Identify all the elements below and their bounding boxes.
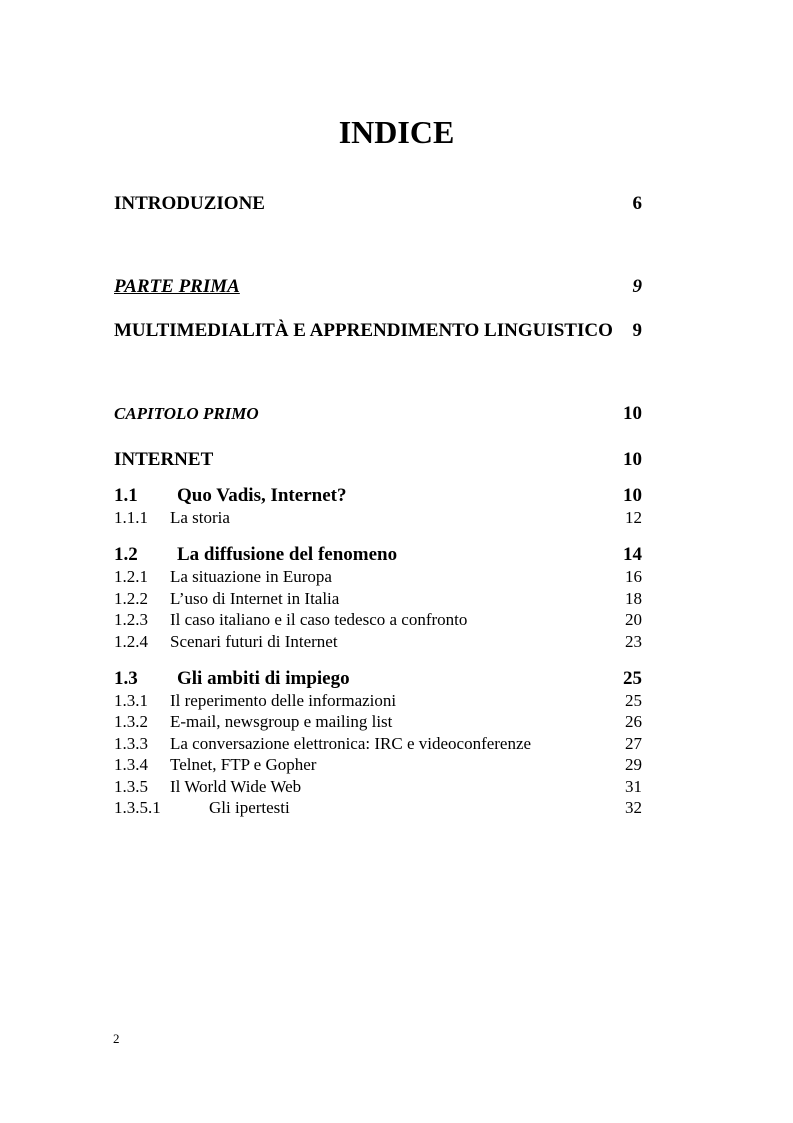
toc-subsection-1-3-4[interactable] xyxy=(114,754,642,775)
toc-section-1-3[interactable] xyxy=(114,668,642,690)
toc-entry-label: La storia xyxy=(170,508,230,527)
toc-entry-page: 27 xyxy=(625,734,642,753)
toc-entry-capitolo-primo[interactable] xyxy=(114,403,642,425)
toc-entry-number: 1.2.2 xyxy=(114,589,148,608)
toc-entry-page: 31 xyxy=(625,777,642,796)
toc-entry-page: 18 xyxy=(625,589,642,608)
toc-entry-label: La diffusione del fenomeno xyxy=(177,544,398,565)
toc-entry-label: Il caso italiano e il caso tedesco a confronto xyxy=(170,610,468,629)
toc-subsection-1-3-2[interactable] xyxy=(114,711,642,732)
toc-entry-label: L’uso di Internet in Italia xyxy=(170,589,340,608)
toc-entry-label: MULTIMEDIALITÀ E APPRENDIMENTO LINGUISTICO xyxy=(114,320,613,341)
toc-entry-number: 1.2.1 xyxy=(114,567,148,586)
toc-entry-page: 16 xyxy=(625,567,642,586)
toc-entry-page: 9 xyxy=(632,320,642,341)
toc-entry-number: 1.3.2 xyxy=(114,712,148,731)
page-title: INDICE xyxy=(338,114,455,150)
toc-entry-page: 10 xyxy=(623,403,642,424)
toc-entry-page: 20 xyxy=(625,610,642,629)
toc-subsection-1-2-1[interactable] xyxy=(114,566,642,587)
toc-entry-part-title[interactable] xyxy=(114,319,642,343)
toc-subsection-1-1-1[interactable] xyxy=(114,507,642,528)
page-number: 2 xyxy=(113,1031,120,1046)
toc-entry-label: Gli ipertesti xyxy=(209,798,290,817)
toc-entry-number: 1.2.3 xyxy=(114,610,148,629)
toc-section-1-1[interactable] xyxy=(114,485,642,507)
toc-subsection-1-3-1[interactable] xyxy=(114,690,642,711)
toc-subsection-1-3-5-1[interactable] xyxy=(114,797,642,818)
toc-entry-number: 1.3.3 xyxy=(114,734,148,753)
toc-entry-number: 1.3.5.1 xyxy=(114,798,161,817)
toc-entry-number: 1.1.1 xyxy=(114,508,148,527)
toc-entry-label: La conversazione elettronica: IRC e videoconferenze xyxy=(170,734,532,753)
toc-entry-page: 14 xyxy=(623,544,642,565)
toc-entry-page: 6 xyxy=(632,193,642,214)
toc-entry-introduzione[interactable] xyxy=(114,192,642,216)
toc-entry-number: 1.3.4 xyxy=(114,755,148,774)
toc-entry-page: 32 xyxy=(625,798,642,817)
toc-entry-page: 25 xyxy=(623,668,642,689)
toc-subsection-1-2-3[interactable] xyxy=(114,609,642,630)
toc-entry-label: Il World Wide Web xyxy=(170,777,302,796)
toc-entry-label: E-mail, newsgroup e mailing list xyxy=(170,712,393,731)
toc-entry-label: INTERNET xyxy=(114,449,214,470)
toc-entry-page: 23 xyxy=(625,632,642,651)
toc-entry-page: 12 xyxy=(625,508,642,527)
toc-entry-page: 29 xyxy=(625,755,642,774)
toc-entry-number: 1.3.1 xyxy=(114,691,148,710)
toc-entry-page: 9 xyxy=(632,276,642,297)
toc-entry-parte-prima[interactable] xyxy=(114,275,642,299)
toc-entry-label: Telnet, FTP e Gopher xyxy=(170,755,317,774)
toc-subsection-1-2-2[interactable] xyxy=(114,588,642,609)
toc-entry-number: 1.1 xyxy=(114,485,138,506)
toc-entry-label: Quo Vadis, Internet? xyxy=(177,485,347,506)
toc-subsection-1-3-5[interactable] xyxy=(114,776,642,797)
toc-subsection-1-3-3[interactable] xyxy=(114,733,642,754)
toc-entry-chapter-title[interactable] xyxy=(114,448,642,472)
toc-entry-label: Gli ambiti di impiego xyxy=(177,668,350,689)
toc-entry-label: PARTE PRIMA xyxy=(114,276,240,297)
toc-entry-number: 1.2 xyxy=(114,544,138,565)
toc-entry-label: Il reperimento delle informazioni xyxy=(170,691,397,710)
toc-entry-label: La situazione in Europa xyxy=(170,567,332,586)
toc-entry-number: 1.3.5 xyxy=(114,777,148,796)
toc-entry-label: CAPITOLO PRIMO xyxy=(114,404,259,423)
toc-section-1-2[interactable] xyxy=(114,544,642,566)
toc-entry-number: 1.2.4 xyxy=(114,632,148,651)
toc-entry-label: INTRODUZIONE xyxy=(114,193,265,214)
toc-entry-page: 25 xyxy=(625,691,642,710)
toc-entry-number: 1.3 xyxy=(114,668,138,689)
toc-entry-page: 10 xyxy=(623,449,642,470)
toc-entry-label: Scenari futuri di Internet xyxy=(170,632,338,651)
toc-entry-page: 10 xyxy=(623,485,642,506)
toc-entry-page: 26 xyxy=(625,712,642,731)
toc-subsection-1-2-4[interactable] xyxy=(114,631,642,652)
